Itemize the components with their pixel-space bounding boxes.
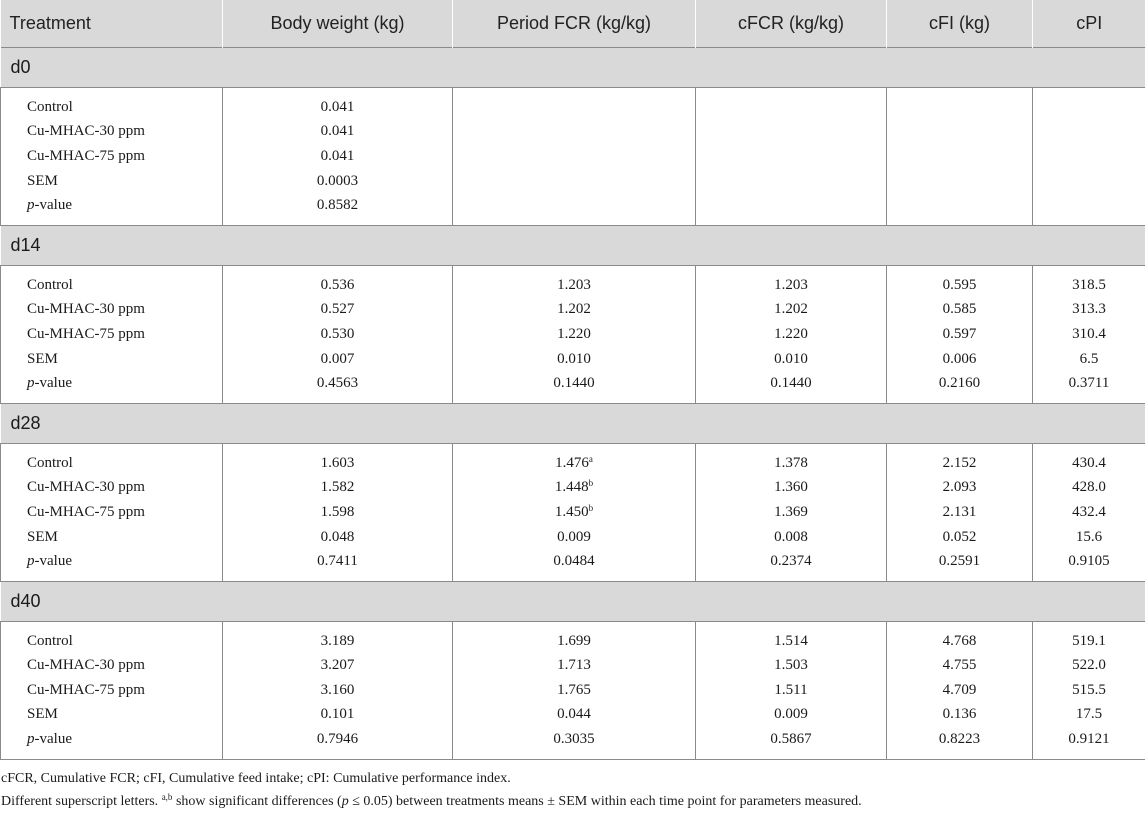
body-weight-cell: 0.527 [223, 298, 453, 323]
treatment-cell: SEM [1, 525, 223, 550]
cfcr-cell [696, 120, 887, 145]
period-fcr-cell [453, 169, 696, 194]
col-header-cpi: cPI [1033, 0, 1145, 48]
cfi-cell [887, 193, 1033, 218]
treatment-cell: Control [1, 273, 223, 298]
table-row [1, 169, 1145, 194]
spacer-row [1, 88, 1145, 96]
cfcr-cell: 0.008 [696, 525, 887, 550]
treatment-cell: Control [1, 95, 223, 120]
period-fcr-cell: 0.009 [453, 525, 696, 550]
period-fcr-cell: 0.044 [453, 703, 696, 728]
col-header-cfcr: cFCR (kg/kg) [696, 0, 887, 48]
treatment-cell: Cu-MHAC-30 ppm [1, 298, 223, 323]
cfi-cell [887, 95, 1033, 120]
cfcr-cell: 0.009 [696, 703, 887, 728]
cfi-cell: 2.152 [887, 451, 1033, 476]
section-row [1, 581, 1145, 621]
cfi-cell: 0.8223 [887, 727, 1033, 752]
cpi-cell: 0.9105 [1033, 549, 1145, 574]
cpi-cell: 432.4 [1033, 500, 1145, 525]
footnote-significance: Different superscript letters. $^{a,b}$ show significant differences (p ≤ 0.05) between treatments means ± SEM within each time point for parameters measured. [1, 790, 1145, 813]
table-row [1, 525, 1145, 550]
cfcr-cell [696, 193, 887, 218]
cfcr-cell: 1.202 [696, 298, 887, 323]
cpi-cell: 519.1 [1033, 629, 1145, 654]
cfcr-cell: 1.511 [696, 678, 887, 703]
cpi-cell [1033, 95, 1145, 120]
treatment-cell: SEM [1, 169, 223, 194]
table-row [1, 476, 1145, 501]
body-weight-cell: 0.536 [223, 273, 453, 298]
body-weight-cell: 3.189 [223, 629, 453, 654]
period-fcr-cell: 0.1440 [453, 371, 696, 396]
treatment-cell: Cu-MHAC-30 ppm [1, 476, 223, 501]
cpi-cell: 430.4 [1033, 451, 1145, 476]
cpi-cell: 313.3 [1033, 298, 1145, 323]
period-fcr-cell: 0.3035 [453, 727, 696, 752]
period-fcr-cell: 1.203 [453, 273, 696, 298]
table-row [1, 629, 1145, 654]
cpi-cell: 15.6 [1033, 525, 1145, 550]
table-row [1, 298, 1145, 323]
cfi-cell: 4.709 [887, 678, 1033, 703]
treatment-cell: Cu-MHAC-75 ppm [1, 322, 223, 347]
section-row [1, 225, 1145, 265]
body-weight-cell: 0.0003 [223, 169, 453, 194]
cpi-cell: 318.5 [1033, 273, 1145, 298]
cfi-cell: 0.2591 [887, 549, 1033, 574]
cfi-cell: 2.093 [887, 476, 1033, 501]
cfcr-cell: 1.220 [696, 322, 887, 347]
period-fcr-cell [453, 95, 696, 120]
body-weight-cell: 1.603 [223, 451, 453, 476]
period-fcr-cell [453, 120, 696, 145]
cfcr-cell [696, 144, 887, 169]
cpi-cell: 6.5 [1033, 347, 1145, 372]
cfi-cell [887, 169, 1033, 194]
cfcr-cell: 0.5867 [696, 727, 887, 752]
treatment-cell: SEM [1, 703, 223, 728]
spacer-row [1, 265, 1145, 273]
section-label: d14 [1, 225, 1145, 265]
spacer-row [1, 396, 1145, 404]
table-row [1, 144, 1145, 169]
cfcr-cell: 1.369 [696, 500, 887, 525]
body-weight-cell: 0.101 [223, 703, 453, 728]
cfi-cell: 0.597 [887, 322, 1033, 347]
treatment-cell: Cu-MHAC-30 ppm [1, 654, 223, 679]
cpi-cell [1033, 169, 1145, 194]
table-row [1, 193, 1145, 218]
col-header-body-weight: Body weight (kg) [223, 0, 453, 48]
significance-superscript: b [589, 478, 594, 488]
treatment-cell: Cu-MHAC-30 ppm [1, 120, 223, 145]
cfi-cell: 0.2160 [887, 371, 1033, 396]
table-row [1, 120, 1145, 145]
spacer-row [1, 621, 1145, 629]
table-row [1, 273, 1145, 298]
period-fcr-cell: 1.450$^b$ [453, 500, 696, 525]
cfcr-cell: 1.203 [696, 273, 887, 298]
body-weight-cell: 0.4563 [223, 371, 453, 396]
period-fcr-cell: 1.220 [453, 322, 696, 347]
treatment-cell: Cu-MHAC-75 ppm [1, 500, 223, 525]
cpi-cell: 428.0 [1033, 476, 1145, 501]
cpi-cell: 515.5 [1033, 678, 1145, 703]
cfi-cell: 0.052 [887, 525, 1033, 550]
section-row [1, 48, 1145, 88]
cfi-cell: 0.595 [887, 273, 1033, 298]
col-header-treatment: Treatment [1, 0, 223, 48]
body-weight-cell: 0.048 [223, 525, 453, 550]
cfi-cell: 0.585 [887, 298, 1033, 323]
cfcr-cell: 1.514 [696, 629, 887, 654]
cfcr-cell: 0.2374 [696, 549, 887, 574]
table-footnotes [0, 767, 1145, 813]
cfcr-cell [696, 95, 887, 120]
cpi-cell: 310.4 [1033, 322, 1145, 347]
period-fcr-cell: 1.202 [453, 298, 696, 323]
period-fcr-cell: 1.476$^a$ [453, 451, 696, 476]
period-fcr-cell: 1.713 [453, 654, 696, 679]
treatment-cell: Control [1, 451, 223, 476]
body-weight-cell: 0.8582 [223, 193, 453, 218]
treatment-cell: Cu-MHAC-75 ppm [1, 144, 223, 169]
treatment-cell: Cu-MHAC-75 ppm [1, 678, 223, 703]
spacer-row [1, 443, 1145, 451]
header-row [1, 0, 1145, 48]
section-label: d28 [1, 403, 1145, 443]
treatment-cell: p-value [1, 549, 223, 574]
cfi-cell: 0.136 [887, 703, 1033, 728]
spacer-row [1, 218, 1145, 226]
cpi-cell [1033, 193, 1145, 218]
table-row [1, 727, 1145, 752]
cpi-cell [1033, 144, 1145, 169]
period-fcr-cell: 1.699 [453, 629, 696, 654]
table-row [1, 347, 1145, 372]
cfi-cell: 2.131 [887, 500, 1033, 525]
body-weight-cell: 3.160 [223, 678, 453, 703]
table-row [1, 95, 1145, 120]
table-row [1, 371, 1145, 396]
cpi-cell: 0.3711 [1033, 371, 1145, 396]
treatment-cell: p-value [1, 727, 223, 752]
body-weight-cell: 3.207 [223, 654, 453, 679]
table-row [1, 549, 1145, 574]
body-weight-cell: 0.7946 [223, 727, 453, 752]
col-header-period-fcr: Period FCR (kg/kg) [453, 0, 696, 48]
body-weight-cell: 0.041 [223, 120, 453, 145]
treatment-cell: SEM [1, 347, 223, 372]
cpi-cell [1033, 120, 1145, 145]
table-body [1, 48, 1145, 760]
treatment-cell: Control [1, 629, 223, 654]
cfi-cell: 4.768 [887, 629, 1033, 654]
cpi-cell: 0.9121 [1033, 727, 1145, 752]
treatment-cell: p-value [1, 371, 223, 396]
cpi-cell: 17.5 [1033, 703, 1145, 728]
cfcr-cell: 1.503 [696, 654, 887, 679]
table-row [1, 322, 1145, 347]
cfcr-cell: 0.010 [696, 347, 887, 372]
table-row [1, 654, 1145, 679]
period-fcr-cell: 1.448$^b$ [453, 476, 696, 501]
body-weight-cell: 0.530 [223, 322, 453, 347]
cpi-cell: 522.0 [1033, 654, 1145, 679]
treatment-cell: p-value [1, 193, 223, 218]
section-label: d40 [1, 581, 1145, 621]
cfi-cell: 4.755 [887, 654, 1033, 679]
body-weight-cell: 0.041 [223, 95, 453, 120]
cfcr-cell: 1.378 [696, 451, 887, 476]
table-row [1, 451, 1145, 476]
significance-superscript: a [589, 454, 593, 464]
cfcr-cell: 1.360 [696, 476, 887, 501]
body-weight-cell: 0.041 [223, 144, 453, 169]
body-weight-cell: 1.598 [223, 500, 453, 525]
body-weight-cell: 0.7411 [223, 549, 453, 574]
col-header-cfi: cFI (kg) [887, 0, 1033, 48]
footnote-abbreviations: cFCR, Cumulative FCR; cFI, Cumulative feed intake; cPI: Cumulative performance index. [1, 767, 1145, 790]
period-fcr-cell: 0.0484 [453, 549, 696, 574]
cfi-cell: 0.006 [887, 347, 1033, 372]
cfi-cell [887, 120, 1033, 145]
period-fcr-cell [453, 193, 696, 218]
table-row [1, 703, 1145, 728]
table-row [1, 678, 1145, 703]
spacer-row [1, 574, 1145, 582]
section-row [1, 403, 1145, 443]
section-label: d0 [1, 48, 1145, 88]
significance-superscript: b [589, 503, 594, 513]
table-row [1, 500, 1145, 525]
body-weight-cell: 0.007 [223, 347, 453, 372]
body-weight-cell: 1.582 [223, 476, 453, 501]
spacer-row [1, 752, 1145, 760]
cfcr-cell: 0.1440 [696, 371, 887, 396]
cfcr-cell [696, 169, 887, 194]
period-fcr-cell: 1.765 [453, 678, 696, 703]
period-fcr-cell [453, 144, 696, 169]
period-fcr-cell: 0.010 [453, 347, 696, 372]
cfi-cell [887, 144, 1033, 169]
